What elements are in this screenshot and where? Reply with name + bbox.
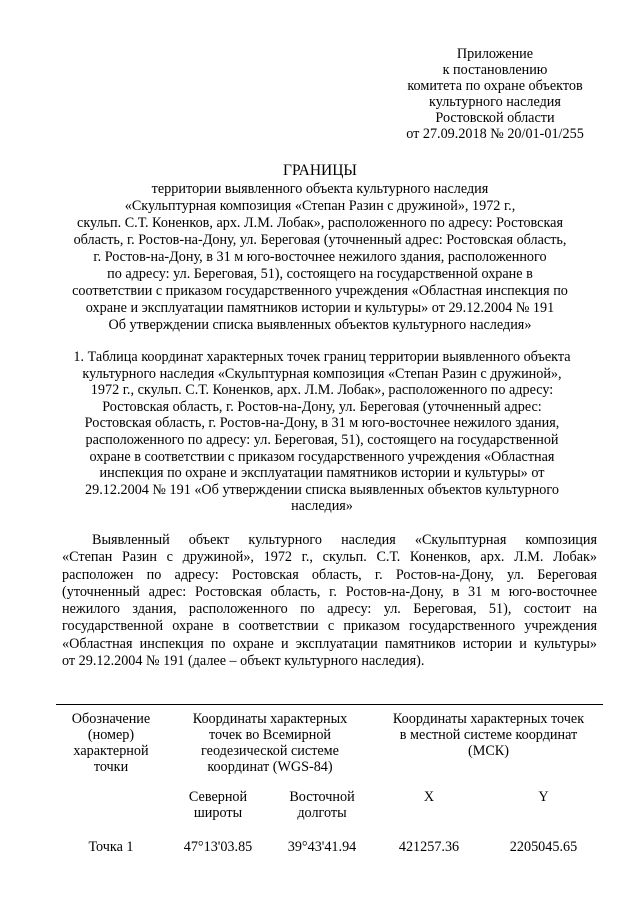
- section-1-line: расположенного по адресу: ул. Береговая, 51), состоящего на государственной: [85, 431, 559, 448]
- title-line: по адресу: ул. Береговая, 51), состоящего на государственной охране в: [107, 266, 533, 282]
- subheader-east-line: долготы: [297, 805, 347, 821]
- paragraph-line: Выявленный объект культурного наследия «Скульптурная композиция: [92, 532, 597, 548]
- appendix-line: от 27.09.2018 № 20/01-01/255: [406, 126, 584, 142]
- title-line: территории выявленного объекта культурного наследия: [151, 181, 489, 197]
- title-heading: ГРАНИЦЫ: [283, 162, 357, 179]
- section-1-heading: [52, 349, 592, 515]
- section-1-line: культурного наследия «Скульптурная композиция «Степан Разин с дружиной»,: [82, 365, 562, 382]
- subheader-y: Y: [538, 789, 549, 805]
- subheader-north-line: Северной: [188, 789, 248, 805]
- subheader-x: X: [423, 789, 435, 805]
- paragraph-line: государственной охране в соответствии с приказом государственного учреждения: [62, 618, 597, 635]
- header-msk: [374, 705, 603, 787]
- header-msk-line: (МСК): [468, 743, 509, 759]
- section-1-line: наследия»: [291, 498, 353, 515]
- header-wgs-line: координат (WGS-84): [207, 759, 333, 775]
- cell-point: Точка 1: [88, 839, 134, 855]
- header-msk-line: Координаты характерных точек: [392, 711, 585, 727]
- title-line: Об утверждении списка выявленных объектов культурного наследия»: [108, 317, 532, 333]
- section-1-line: 29.12.2004 № 191 «Об утверждении списка выявленных объектов культурного: [85, 481, 559, 498]
- document-title: [40, 163, 600, 334]
- header-designation-line: точки: [93, 759, 129, 775]
- paragraph-line: «Степан Разин с дружиной», 1972 г., скульп. С.Т. Коненков, арх. Л.М. Лобак»: [62, 549, 597, 566]
- subheader-north: [166, 787, 270, 835]
- paragraph-line: от 29.12.2004 № 191 (далее – объект культурного наследия).: [62, 653, 425, 670]
- header-msk-line: в местной системе координат: [399, 727, 578, 743]
- subheader-empty: [56, 787, 166, 835]
- title-line: охране и эксплуатации памятников истории и культуры» от 29.12.2004 № 191: [85, 300, 555, 316]
- appendix-line: комитета по охране объектов: [407, 78, 583, 94]
- header-designation: [56, 705, 166, 787]
- paragraph-line: (уточненный адрес: Ростовская область, г. Ростов-на-Дону, в 31 м юго-восточнее: [62, 583, 597, 600]
- section-1-line: инспекция по охране и эксплуатации памятников истории и культуры» от: [99, 465, 545, 482]
- title-line: соответствии с приказом государственного учреждения «Областная инспекция по: [72, 283, 568, 299]
- coordinates-table: [56, 705, 603, 859]
- header-designation-line: Обозначение: [71, 711, 151, 727]
- header-wgs-line: Координаты характерных: [192, 711, 348, 727]
- appendix-line: культурного наследия: [429, 94, 561, 110]
- section-1-line: 1. Таблица координат характерных точек границ территории выявленного объекта: [73, 349, 571, 365]
- section-1-line: охране в соответствии с приказом государственного учреждения «Областная: [89, 448, 555, 465]
- title-line: г. Ростов-на-Дону, в 31 м юго-восточнее нежилого здания, расположенного: [93, 249, 547, 265]
- header-designation-line: характерной: [73, 743, 149, 759]
- appendix-line: к постановлению: [442, 62, 548, 78]
- subheader-east: [270, 787, 374, 835]
- title-line: «Скульптурная композиция «Степан Разин с дружиной», 1972 г.,: [124, 198, 516, 214]
- section-1-line: 1972 г., скульп. С.Т. Коненков, арх. Л.М. Лобак», расположенного по адресу:: [90, 382, 554, 399]
- title-line: область, г. Ростов-на-Дону, ул. Береговая (уточненный адрес: Ростовская область,: [73, 232, 567, 248]
- cell-x: 421257.36: [398, 839, 460, 855]
- header-designation-line: (номер): [87, 727, 135, 743]
- section-1-line: Ростовская область, г. Ростов-на-Дону, ул. Береговая (уточненный адрес:: [102, 398, 542, 415]
- table-subheader-row: [56, 787, 603, 835]
- header-wgs: [166, 705, 374, 787]
- header-wgs-line: точек во Всемирной: [208, 727, 332, 743]
- header-wgs-line: геодезической системе: [201, 743, 339, 759]
- cell-east: 39°43'41.94: [287, 839, 357, 855]
- title-line: скульп. С.Т. Коненков, арх. Л.М. Лобак», расположенного по адресу: Ростовская: [77, 215, 563, 231]
- table-row: [56, 835, 603, 859]
- appendix-header: [380, 46, 610, 142]
- appendix-line: Приложение: [456, 46, 534, 62]
- paragraph-line: «Областная инспекция по охране и эксплуатации памятников истории и культуры»: [62, 635, 597, 652]
- table-header-row: [56, 705, 603, 787]
- subheader-north-line: широты: [193, 805, 243, 821]
- paragraph-line: нежилого здания, расположенного по адресу: ул. Береговая, 51), состоит на: [62, 601, 597, 618]
- cell-y: 2205045.65: [509, 839, 578, 855]
- subheader-east-line: Восточной: [289, 789, 355, 805]
- description-paragraph: [62, 532, 597, 670]
- appendix-line: Ростовской области: [435, 110, 555, 126]
- section-1-line: Ростовская область, г. Ростов-на-Дону, в 31 м юго-восточнее нежилого здания,: [84, 415, 560, 432]
- paragraph-line: расположен по адресу: Ростовская область, г. Ростов-на-Дону, ул. Береговая: [62, 566, 597, 583]
- cell-north: 47°13'03.85: [183, 839, 253, 855]
